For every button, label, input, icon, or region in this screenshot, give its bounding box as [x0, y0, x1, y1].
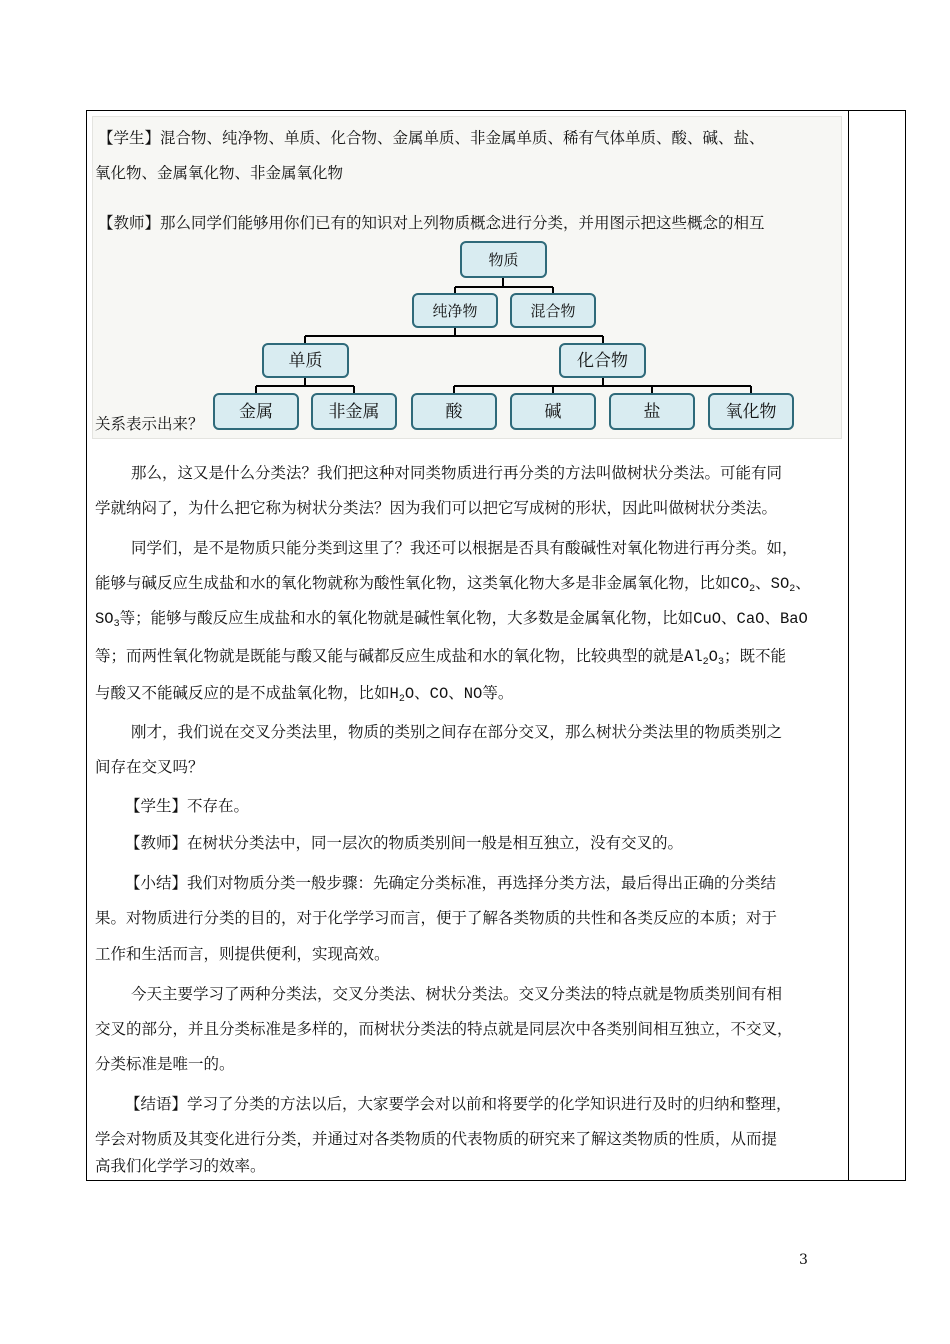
line-8-text: 能够与碱反应生成盐和水的氧化物就称为酸性氧化物，这类氧化物大多是非金属氧化物，比如 [95, 574, 731, 592]
line-10-tail: ；既不能 [723, 647, 786, 665]
line-15: 【教师】在树状分类法中，同一层次的物质类别间一般是相互独立，没有交叉的。 [125, 834, 684, 852]
so3-sub: 3 [113, 619, 120, 630]
line-24: 高我们化学学习的效率。 [95, 1157, 266, 1175]
tree-node-nonmetal-label: 非金属 [328, 402, 380, 422]
tree-node-base [511, 394, 595, 429]
line-13: 间存在交叉吗？ [95, 758, 204, 776]
h-sub: 2 [398, 694, 405, 705]
line-6: 学就纳闷了，为什么把它称为树状分类法？因为我们可以把它写成树的形状，因此叫做树状分类法。 [95, 499, 778, 517]
classification-tree-diagram [0, 0, 950, 440]
tree-node-mixture [511, 294, 595, 327]
line-7: 同学们，是不是物质只能分类到这里了？我还可以根据是否具有酸碱性对氧化物进行再分类。如， [131, 539, 798, 557]
line-11 [95, 683, 513, 704]
o-base: O [708, 648, 718, 666]
co2-base: CO [730, 575, 750, 593]
separator-1: 、 [755, 574, 771, 592]
tree-node-base-label: 碱 [544, 402, 562, 422]
h-base: H [389, 685, 399, 703]
tree-node-compound [560, 344, 645, 377]
line-9-text: 等；能够与酸反应生成盐和水的氧化物就是碱性氧化物，大多数是金属氧化物，比如 [119, 609, 694, 627]
tree-node-acid [412, 394, 496, 429]
line-9 [95, 608, 808, 629]
line-18: 工作和生活而言，则提供便利，实现高效。 [95, 945, 390, 963]
line-20: 交叉的部分，并且分类标准是多样的，而树状分类法的特点就是同层次中各类别间相互独立，不交叉， [95, 1020, 793, 1038]
line-8 [95, 573, 811, 594]
tree-node-metal [214, 394, 298, 429]
so2-base: SO [770, 575, 790, 593]
tree-node-root [461, 242, 546, 277]
line-5: 那么，这又是什么分类法？我们把这种对同类物质进行再分类的方法叫做树状分类法。可能有同 [131, 464, 783, 482]
line-12: 刚才，我们说在交叉分类法里，物质的类别之间存在部分交叉，那么树状分类法里的物质类别之 [131, 723, 783, 741]
line-19: 今天主要学习了两种分类法，交叉分类法、树状分类法。交叉分类法的特点就是物质类别间有相 [131, 985, 783, 1003]
tree-node-mixture-label: 混合物 [530, 302, 576, 320]
line-22: 【结语】学习了分类的方法以后，大家要学会对以前和将要学的化学知识进行及时的归纳和整理， [125, 1095, 792, 1113]
tree-node-oxide-label: 氧化物 [725, 402, 777, 422]
tree-node-metal-label: 金属 [239, 402, 273, 422]
line-2: 氧化物、金属氧化物、非金属氧化物 [95, 164, 344, 182]
al-sub: 2 [702, 657, 709, 668]
tree-node-acid-label: 酸 [445, 402, 463, 422]
tree-node-element-label: 单质 [288, 351, 323, 371]
tree-node-root-label: 物质 [488, 251, 519, 269]
h2o-rest: O、CO、NO [404, 685, 483, 703]
line-11-tail: 等。 [482, 684, 514, 702]
o-sub: 3 [717, 657, 724, 668]
tree-node-nonmetal [312, 394, 396, 429]
tree-node-element [263, 344, 348, 377]
co2-sub: 2 [749, 584, 756, 595]
basic-oxides: CuO、CaO、BaO [693, 610, 808, 628]
line-4: 关系表示出来？ [95, 415, 204, 433]
page-number: 3 [799, 1252, 808, 1268]
tree-node-salt-label: 盐 [643, 402, 661, 422]
tree-node-oxide [709, 394, 793, 429]
tree-node-compound-label: 化合物 [577, 351, 628, 371]
so3-base: SO [95, 610, 114, 628]
line-14: 【学生】不存在。 [125, 797, 250, 815]
line-11-text: 与酸又不能碱反应的是不成盐氧化物，比如 [95, 684, 390, 702]
line-10 [95, 646, 786, 667]
line-21: 分类标准是唯一的。 [95, 1055, 235, 1073]
line-23: 学会对物质及其变化进行分类，并通过对各类物质的代表物质的研究来了解这类物质的性质，从而提 [95, 1130, 778, 1148]
line-10-text: 等；而两性氧化物就是既能与酸又能与碱都反应生成盐和水的氧化物，比较典型的就是 [95, 647, 685, 665]
so2-sub: 2 [789, 584, 796, 595]
tree-node-pure-label: 纯净物 [432, 302, 478, 320]
tree-node-pure [413, 294, 497, 327]
line-1: 【学生】混合物、纯净物、单质、化合物、金属单质、非金属单质、稀有气体单质、酸、碱、盐、 [98, 129, 765, 147]
separator-2: 、 [795, 574, 811, 592]
line-3: 【教师】那么同学们能够用你们已有的知识对上列物质概念进行分类，并用图示把这些概念的相互 [98, 214, 765, 232]
tree-node-salt [610, 394, 694, 429]
line-17: 果。对物质进行分类的目的，对于化学学习而言，便于了解各类物质的共性和各类反应的本质；对于 [95, 909, 778, 927]
al-base: Al [684, 648, 703, 666]
line-16: 【小结】我们对物质分类一般步骤：先确定分类标准，再选择分类方法，最后得出正确的分类结 [125, 874, 777, 892]
